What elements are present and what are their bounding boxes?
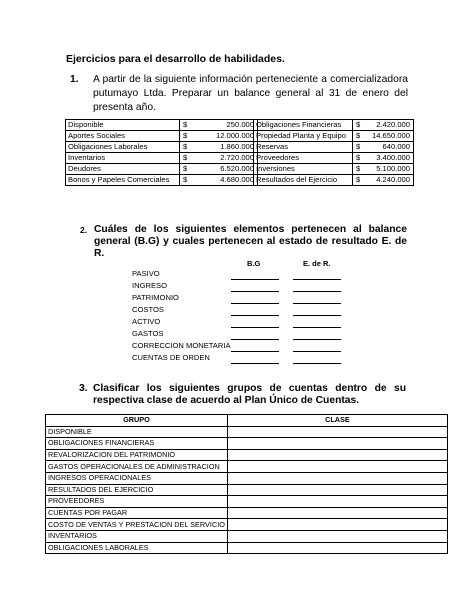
classification-item: CORRECCION MONETARIA <box>132 341 231 350</box>
groups-table-row <box>46 472 448 484</box>
group-name: OBLIGACIONES LABORALES <box>46 542 228 554</box>
balance-table-right <box>253 119 414 186</box>
group-name: OBLIGACIONES FINANCIERAS <box>46 438 228 450</box>
account-name: Inventarios <box>66 153 180 164</box>
answer-line-er[interactable] <box>293 315 341 316</box>
page-heading: Ejercicios para el desarrollo de habilidades. <box>66 53 285 65</box>
account-name: Inversiones <box>254 164 353 175</box>
groups-table-row <box>46 449 448 461</box>
answer-line-bg[interactable] <box>231 351 279 352</box>
group-name: REVALORIZACION DEL PATRIMONIO <box>46 449 228 461</box>
answer-line-er[interactable] <box>293 363 341 364</box>
account-name: Proveedores <box>254 153 353 164</box>
class-answer-cell[interactable] <box>227 484 447 496</box>
balance-row <box>66 175 258 186</box>
account-name: Aportes Sociales <box>66 131 180 142</box>
account-amount: 250.000 <box>195 120 258 131</box>
answer-line-bg[interactable] <box>231 363 279 364</box>
answer-line-bg[interactable] <box>231 279 279 280</box>
groups-header-clase: CLASE <box>227 415 447 427</box>
classification-item: GASTOS <box>132 329 164 338</box>
balance-row <box>66 164 258 175</box>
account-amount: 640.000 <box>364 142 414 153</box>
groups-table-row <box>46 426 448 438</box>
classification-item: PATRIMONIO <box>132 293 179 302</box>
groups-table-row <box>46 519 448 531</box>
classification-item: CUENTAS DE ORDEN <box>132 353 210 362</box>
question-2-text: Cuáles de los siguientes elementos pertenecen al balance general (B.G) y cuales pertenecen al estado de resultado E. de R. <box>94 224 407 259</box>
account-amount: 2.420.000 <box>364 120 414 131</box>
column-header-bg: B.G <box>247 259 261 268</box>
column-header-er: E. de R. <box>303 259 331 268</box>
group-name: INGRESOS OPERACIONALES <box>46 472 228 484</box>
currency-symbol: $ <box>353 175 365 186</box>
class-answer-cell[interactable] <box>227 496 447 508</box>
account-name: Bonos y Papeles Comerciales <box>66 175 180 186</box>
answer-line-er[interactable] <box>293 339 341 340</box>
group-name: INVENTARIOS <box>46 530 228 542</box>
currency-symbol: $ <box>353 131 365 142</box>
question-2 <box>80 224 407 260</box>
group-name: DISPONIBLE <box>46 426 228 438</box>
groups-table <box>45 414 448 554</box>
balance-row <box>254 142 414 153</box>
class-answer-cell[interactable] <box>227 438 447 450</box>
groups-table-row <box>46 542 448 554</box>
classification-item: COSTOS <box>132 305 164 314</box>
balance-row <box>66 153 258 164</box>
balance-row <box>66 142 258 153</box>
class-answer-cell[interactable] <box>227 461 447 473</box>
answer-line-bg[interactable] <box>231 303 279 304</box>
classification-item: INGRESO <box>132 281 168 290</box>
groups-table-row <box>46 461 448 473</box>
account-name: Reservas <box>254 142 353 153</box>
question-1-number: 1. <box>70 74 79 85</box>
question-1-text: A partir de la siguiente información perteneciente a comercializadora putumayo Ltda. Preparar un balance general al 31 de enero del presenta año. <box>93 74 408 113</box>
question-1 <box>70 73 408 115</box>
answer-line-bg[interactable] <box>231 339 279 340</box>
answer-line-bg[interactable] <box>231 315 279 316</box>
answer-line-bg[interactable] <box>231 291 279 292</box>
class-answer-cell[interactable] <box>227 507 447 519</box>
account-name: Resultados del Ejercicio <box>254 175 353 186</box>
answer-line-er[interactable] <box>293 351 341 352</box>
class-answer-cell[interactable] <box>227 472 447 484</box>
answer-line-bg[interactable] <box>231 327 279 328</box>
balance-row <box>66 131 258 142</box>
answer-line-er[interactable] <box>293 279 341 280</box>
balance-row <box>254 153 414 164</box>
account-amount: 5.100.000 <box>364 164 414 175</box>
class-answer-cell[interactable] <box>227 530 447 542</box>
account-amount: 1.860.000 <box>195 142 258 153</box>
currency-symbol: $ <box>180 120 196 131</box>
currency-symbol: $ <box>180 164 196 175</box>
groups-table-row <box>46 530 448 542</box>
question-3 <box>79 383 406 407</box>
currency-symbol: $ <box>353 142 365 153</box>
account-amount: 3.400.000 <box>364 153 414 164</box>
account-name: Deudores <box>66 164 180 175</box>
account-amount: 12.000.000 <box>195 131 258 142</box>
classification-item: ACTIVO <box>132 317 161 326</box>
class-answer-cell[interactable] <box>227 449 447 461</box>
question-3-text: Clasificar los siguientes grupos de cuentas dentro de su respectiva clase de acuerdo al Plan Único de Cuentas. <box>93 383 406 406</box>
groups-table-row <box>46 438 448 450</box>
currency-symbol: $ <box>180 175 196 186</box>
group-name: CUENTAS POR PAGAR <box>46 507 228 519</box>
currency-symbol: $ <box>353 153 365 164</box>
groups-table-row <box>46 507 448 519</box>
group-name: RESULTADOS DEL EJERCICIO <box>46 484 228 496</box>
currency-symbol: $ <box>180 131 196 142</box>
balance-row <box>254 175 414 186</box>
account-amount: 4.240.000 <box>364 175 414 186</box>
groups-table-row <box>46 484 448 496</box>
groups-table-row <box>46 496 448 508</box>
balance-row <box>66 120 258 131</box>
classification-item: PASIVO <box>132 269 160 278</box>
account-amount: 4.680.000 <box>195 175 258 186</box>
class-answer-cell[interactable] <box>227 542 447 554</box>
balance-table-left <box>65 119 258 186</box>
account-amount: 2.720.000 <box>195 153 258 164</box>
balance-row <box>254 131 414 142</box>
account-name: Obligaciones Laborales <box>66 142 180 153</box>
balance-row <box>254 120 414 131</box>
class-answer-cell[interactable] <box>227 519 447 531</box>
account-amount: 14.650.000 <box>364 131 414 142</box>
groups-table-header-row <box>46 415 448 427</box>
currency-symbol: $ <box>180 153 196 164</box>
answer-line-er[interactable] <box>293 291 341 292</box>
answer-line-er[interactable] <box>293 327 341 328</box>
account-amount: 6.520.000 <box>195 164 258 175</box>
class-answer-cell[interactable] <box>227 426 447 438</box>
currency-symbol: $ <box>353 120 365 131</box>
group-name: COSTO DE VENTAS Y PRESTACION DEL SERVICIO <box>46 519 228 531</box>
question-2-number: 2. <box>80 225 88 235</box>
account-name: Disponible <box>66 120 180 131</box>
groups-header-grupo: GRUPO <box>46 415 228 427</box>
currency-symbol: $ <box>180 142 196 153</box>
balance-row <box>254 164 414 175</box>
answer-line-er[interactable] <box>293 303 341 304</box>
currency-symbol: $ <box>353 164 365 175</box>
account-name: Propiedad Planta y Equipo <box>254 131 353 142</box>
group-name: PROVEEDORES <box>46 496 228 508</box>
group-name: GASTOS OPERACIONALES DE ADMINISTRACION <box>46 461 228 473</box>
account-name: Obligaciones Financieras <box>254 120 353 131</box>
question-3-number: 3. <box>79 383 88 394</box>
